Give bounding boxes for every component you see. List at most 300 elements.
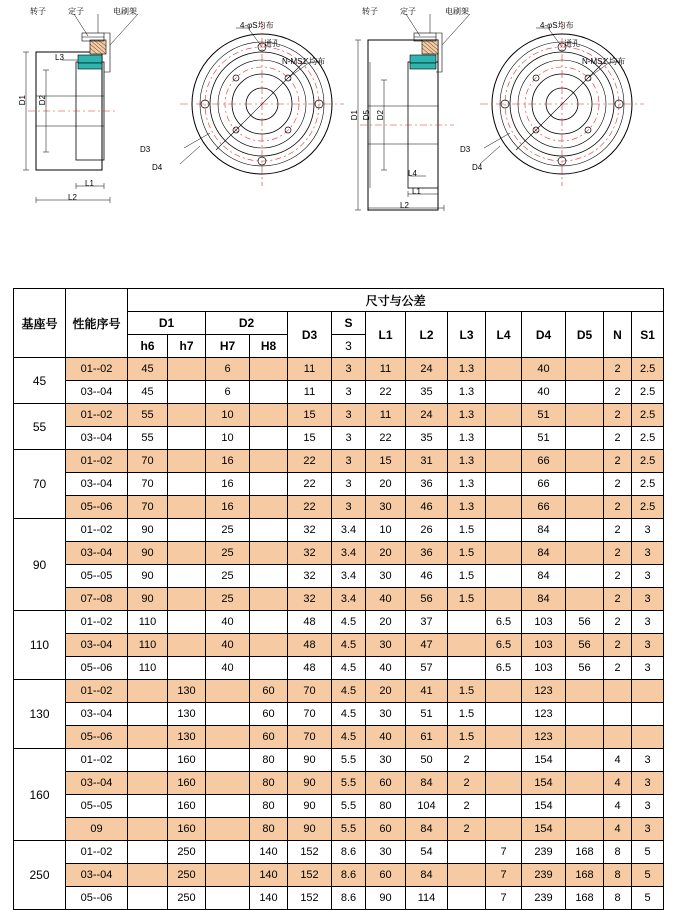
cell-d1_h7 <box>168 657 206 680</box>
cell-d1_h6 <box>128 772 168 795</box>
cell-n: 8 <box>604 864 632 887</box>
cell-d5 <box>566 496 604 519</box>
cell-d2_h7 <box>206 841 250 864</box>
cell-l3: 1.3 <box>448 427 486 450</box>
cell-l1: 30 <box>366 749 406 772</box>
cell-d2_h7 <box>206 887 250 910</box>
cell-n: 2 <box>604 450 632 473</box>
label-l4-right: L4 <box>408 169 417 178</box>
cell-s: 5.5 <box>332 772 366 795</box>
cell-d5: 168 <box>566 864 604 887</box>
cell-n: 4 <box>604 818 632 841</box>
cell-d2_h8 <box>250 565 288 588</box>
label-holes-left: 4-φS均布 <box>240 21 274 30</box>
cell-d3: 48 <box>288 657 332 680</box>
cell-n: 2 <box>604 542 632 565</box>
cell-l2: 84 <box>406 818 448 841</box>
cell-s: 3 <box>332 450 366 473</box>
cell-l1: 60 <box>366 772 406 795</box>
cell-perf: 03--04 <box>66 542 128 565</box>
cell-d2_h7: 10 <box>206 404 250 427</box>
cell-d1_h6 <box>128 887 168 910</box>
cell-l1: 30 <box>366 634 406 657</box>
cell-d4: 103 <box>522 611 566 634</box>
cell-d5 <box>566 565 604 588</box>
header-H8: H8 <box>250 335 288 358</box>
cell-s: 4.5 <box>332 726 366 749</box>
cell-s1: 3 <box>632 772 664 795</box>
cell-l2: 41 <box>406 680 448 703</box>
cell-d5: 56 <box>566 657 604 680</box>
cell-s1: 3 <box>632 588 664 611</box>
cell-s1 <box>632 703 664 726</box>
cell-d1_h6 <box>128 818 168 841</box>
header-d2: D2 <box>206 312 288 335</box>
cell-n: 8 <box>604 887 632 910</box>
cell-d1_h6 <box>128 795 168 818</box>
cell-l3 <box>448 841 486 864</box>
cell-l1: 11 <box>366 358 406 381</box>
label-through-right: 通孔 <box>564 39 580 48</box>
cell-d1_h6 <box>128 841 168 864</box>
cell-d2_h8 <box>250 404 288 427</box>
label-l1-right: L1 <box>412 187 421 196</box>
cell-l4 <box>486 772 522 795</box>
cell-d3: 90 <box>288 795 332 818</box>
cell-l4 <box>486 542 522 565</box>
cell-perf: 03--04 <box>66 427 128 450</box>
cell-s1: 3 <box>632 519 664 542</box>
cell-n: 4 <box>604 795 632 818</box>
cell-d2_h7 <box>206 772 250 795</box>
cell-base: 250 <box>14 841 66 910</box>
cell-perf: 03--04 <box>66 634 128 657</box>
cell-d2_h8 <box>250 588 288 611</box>
cell-n: 2 <box>604 588 632 611</box>
cell-perf: 01--02 <box>66 841 128 864</box>
cell-l2: 31 <box>406 450 448 473</box>
cell-l3: 2 <box>448 772 486 795</box>
cell-d5: 168 <box>566 841 604 864</box>
header-s: S <box>332 312 366 335</box>
cell-s: 4.5 <box>332 680 366 703</box>
cell-s: 8.6 <box>332 841 366 864</box>
specification-table <box>13 288 664 910</box>
cell-l4: 7 <box>486 864 522 887</box>
cell-d2_h7 <box>206 795 250 818</box>
cell-n: 2 <box>604 519 632 542</box>
cell-n: 2 <box>604 404 632 427</box>
cell-l3: 1.5 <box>448 519 486 542</box>
cell-base: 90 <box>14 519 66 611</box>
cell-l2: 24 <box>406 404 448 427</box>
cell-d2_h8 <box>250 473 288 496</box>
cell-l1: 90 <box>366 887 406 910</box>
cell-l1: 30 <box>366 703 406 726</box>
cell-l1: 20 <box>366 473 406 496</box>
cell-s: 3.4 <box>332 588 366 611</box>
table-row <box>14 519 664 542</box>
cell-n <box>604 703 632 726</box>
cell-s: 4.5 <box>332 634 366 657</box>
cell-l3 <box>448 611 486 634</box>
cell-l3: 1.3 <box>448 404 486 427</box>
cell-l2: 104 <box>406 795 448 818</box>
table-header-row-1 <box>14 289 664 312</box>
cell-d2_h7 <box>206 726 250 749</box>
cell-s1: 2.5 <box>632 450 664 473</box>
cell-d1_h7 <box>168 427 206 450</box>
table-row <box>14 542 664 565</box>
cell-l4 <box>486 749 522 772</box>
cell-l3: 2 <box>448 795 486 818</box>
cell-d1_h7: 160 <box>168 772 206 795</box>
header-l2: L2 <box>406 312 448 358</box>
cell-d1_h7: 130 <box>168 680 206 703</box>
cell-d5: 56 <box>566 634 604 657</box>
cell-n: 2 <box>604 473 632 496</box>
cell-d4: 239 <box>522 841 566 864</box>
cell-s: 4.5 <box>332 657 366 680</box>
cell-d1_h7 <box>168 381 206 404</box>
cell-d2_h8: 60 <box>250 726 288 749</box>
cell-s: 3.4 <box>332 565 366 588</box>
table-row <box>14 680 664 703</box>
cell-l1: 40 <box>366 726 406 749</box>
cell-perf: 01--02 <box>66 611 128 634</box>
cell-d5 <box>566 358 604 381</box>
cell-base: 130 <box>14 680 66 749</box>
header-n: N <box>604 312 632 358</box>
cell-d3: 90 <box>288 749 332 772</box>
cell-d1_h6: 70 <box>128 473 168 496</box>
cell-d2_h7 <box>206 749 250 772</box>
cell-d1_h6: 110 <box>128 634 168 657</box>
cell-d1_h7: 160 <box>168 749 206 772</box>
cell-l1: 10 <box>366 519 406 542</box>
cell-l1: 20 <box>366 542 406 565</box>
cell-l4 <box>486 358 522 381</box>
cell-d2_h8: 140 <box>250 841 288 864</box>
table-row <box>14 795 664 818</box>
table-row <box>14 450 664 473</box>
cell-d1_h6 <box>128 864 168 887</box>
cell-l1: 80 <box>366 795 406 818</box>
cell-d4: 154 <box>522 818 566 841</box>
label-d1-left: D1 <box>18 95 27 106</box>
cell-s: 5.5 <box>332 749 366 772</box>
cell-d3: 90 <box>288 818 332 841</box>
cell-perf: 05--06 <box>66 657 128 680</box>
cell-d1_h6: 45 <box>128 381 168 404</box>
cell-perf: 05--05 <box>66 795 128 818</box>
label-d4-left: D4 <box>152 163 163 172</box>
cell-l2: 46 <box>406 496 448 519</box>
cell-l3: 1.3 <box>448 450 486 473</box>
cell-d1_h6: 110 <box>128 611 168 634</box>
cell-l2: 61 <box>406 726 448 749</box>
label-nms1-right: N-MS1 均布 <box>582 57 626 66</box>
cell-s1: 2.5 <box>632 358 664 381</box>
table-row <box>14 473 664 496</box>
label-l3-left: L3 <box>55 53 64 62</box>
cell-l1: 30 <box>366 496 406 519</box>
cell-d1_h6: 70 <box>128 450 168 473</box>
cell-d5: 56 <box>566 611 604 634</box>
table-row <box>14 611 664 634</box>
cell-l2: 36 <box>406 542 448 565</box>
cell-d5 <box>566 818 604 841</box>
cell-d5: 168 <box>566 887 604 910</box>
cell-d2_h7: 6 <box>206 358 250 381</box>
cell-d4: 154 <box>522 772 566 795</box>
cell-l2: 51 <box>406 703 448 726</box>
header-l4: L4 <box>486 312 522 358</box>
cell-d5 <box>566 473 604 496</box>
cell-d4: 40 <box>522 381 566 404</box>
cell-n: 4 <box>604 749 632 772</box>
cell-s: 3.4 <box>332 519 366 542</box>
header-base: 基座号 <box>14 289 66 358</box>
header-H7: H7 <box>206 335 250 358</box>
cell-l1: 20 <box>366 611 406 634</box>
cell-l4 <box>486 565 522 588</box>
table-row <box>14 565 664 588</box>
cell-d2_h7: 16 <box>206 496 250 519</box>
cell-d3: 15 <box>288 404 332 427</box>
cell-d3: 22 <box>288 450 332 473</box>
cell-l2: 36 <box>406 473 448 496</box>
cell-d5 <box>566 450 604 473</box>
cell-l3: 1.3 <box>448 473 486 496</box>
cell-l2: 84 <box>406 772 448 795</box>
table-row <box>14 657 664 680</box>
cell-d2_h8 <box>250 542 288 565</box>
cell-s: 5.5 <box>332 795 366 818</box>
table-row <box>14 588 664 611</box>
cell-l4 <box>486 519 522 542</box>
cell-d2_h8: 80 <box>250 772 288 795</box>
specification-table-wrap <box>13 288 663 910</box>
cell-l1: 30 <box>366 841 406 864</box>
cell-l4: 6.5 <box>486 611 522 634</box>
cell-d1_h6: 55 <box>128 427 168 450</box>
cell-l3: 1.3 <box>448 496 486 519</box>
cell-d2_h7 <box>206 680 250 703</box>
cell-d3: 32 <box>288 588 332 611</box>
cell-n: 2 <box>604 427 632 450</box>
header-d4: D4 <box>522 312 566 358</box>
cell-s: 8.6 <box>332 887 366 910</box>
cell-d2_h7: 10 <box>206 427 250 450</box>
cell-d3: 70 <box>288 726 332 749</box>
cell-d1_h6: 90 <box>128 565 168 588</box>
cell-l2: 47 <box>406 634 448 657</box>
cell-l1: 60 <box>366 864 406 887</box>
cell-s: 3 <box>332 427 366 450</box>
cell-l4 <box>486 588 522 611</box>
table-row <box>14 404 664 427</box>
cell-n: 8 <box>604 841 632 864</box>
cell-l4 <box>486 427 522 450</box>
cell-l2: 37 <box>406 611 448 634</box>
cell-d1_h7 <box>168 565 206 588</box>
cell-d1_h6: 90 <box>128 542 168 565</box>
cell-n <box>604 726 632 749</box>
cell-d2_h8: 60 <box>250 703 288 726</box>
cell-d1_h7: 130 <box>168 703 206 726</box>
cell-perf: 01--02 <box>66 450 128 473</box>
cell-d4: 51 <box>522 404 566 427</box>
cell-n: 2 <box>604 634 632 657</box>
cell-l1: 22 <box>366 427 406 450</box>
header-perf <box>66 289 128 358</box>
cell-d2_h7: 16 <box>206 450 250 473</box>
cell-l2: 50 <box>406 749 448 772</box>
table-row <box>14 381 664 404</box>
cell-s1: 3 <box>632 657 664 680</box>
cell-s: 4.5 <box>332 703 366 726</box>
cell-s1: 3 <box>632 542 664 565</box>
cell-s: 4.5 <box>332 611 366 634</box>
cell-d2_h7 <box>206 703 250 726</box>
cell-d1_h7: 160 <box>168 795 206 818</box>
cell-s1: 3 <box>632 818 664 841</box>
cell-l4 <box>486 818 522 841</box>
cell-l1: 15 <box>366 450 406 473</box>
cell-perf: 03--04 <box>66 703 128 726</box>
cell-d2_h7 <box>206 818 250 841</box>
cell-l4 <box>486 795 522 818</box>
cell-d4: 84 <box>522 565 566 588</box>
label-l2-right: L2 <box>400 201 409 210</box>
cell-n: 2 <box>604 611 632 634</box>
cell-l3: 1.5 <box>448 703 486 726</box>
cell-base: 160 <box>14 749 66 841</box>
cell-l1: 60 <box>366 818 406 841</box>
cell-l1: 22 <box>366 381 406 404</box>
cell-d3: 22 <box>288 473 332 496</box>
label-d4-right: D4 <box>472 163 483 172</box>
header-dim-group: 尺寸与公差 <box>128 289 664 312</box>
cell-base: 70 <box>14 450 66 519</box>
cell-s1: 3 <box>632 565 664 588</box>
header-s1: S1 <box>632 312 664 358</box>
cell-d2_h8: 140 <box>250 864 288 887</box>
cell-d1_h7 <box>168 634 206 657</box>
table-row <box>14 887 664 910</box>
cell-l4 <box>486 381 522 404</box>
cell-l3: 2 <box>448 749 486 772</box>
cell-s: 5.5 <box>332 818 366 841</box>
cell-d4: 84 <box>522 588 566 611</box>
cell-d1_h7 <box>168 611 206 634</box>
table-head <box>14 289 664 358</box>
cell-l4: 6.5 <box>486 657 522 680</box>
cell-d1_h7: 250 <box>168 887 206 910</box>
cell-d2_h8: 80 <box>250 818 288 841</box>
cell-n: 2 <box>604 496 632 519</box>
cell-d2_h7: 25 <box>206 519 250 542</box>
cell-d2_h8 <box>250 611 288 634</box>
cell-d3: 70 <box>288 680 332 703</box>
label-d3-left: D3 <box>140 145 151 154</box>
cell-d1_h7: 250 <box>168 841 206 864</box>
cell-d1_h7 <box>168 542 206 565</box>
cell-l4: 6.5 <box>486 634 522 657</box>
cell-d4: 239 <box>522 887 566 910</box>
label-d1-right: D1 <box>350 110 359 121</box>
table-row <box>14 358 664 381</box>
cell-d1_h6: 55 <box>128 404 168 427</box>
cell-s1: 2.5 <box>632 404 664 427</box>
cell-l1: 40 <box>366 588 406 611</box>
cell-d5 <box>566 519 604 542</box>
cell-l2: 26 <box>406 519 448 542</box>
table-row <box>14 703 664 726</box>
cell-d4: 84 <box>522 542 566 565</box>
cell-d3: 32 <box>288 565 332 588</box>
cell-s1: 5 <box>632 887 664 910</box>
cell-d2_h8: 80 <box>250 795 288 818</box>
cell-l2: 35 <box>406 427 448 450</box>
table-row <box>14 864 664 887</box>
cell-s: 3 <box>332 404 366 427</box>
cell-l3: 1.5 <box>448 588 486 611</box>
cell-l3: 1.3 <box>448 381 486 404</box>
cell-perf: 05--06 <box>66 496 128 519</box>
cell-l2: 24 <box>406 358 448 381</box>
cell-perf: 07--08 <box>66 588 128 611</box>
cell-s: 3 <box>332 358 366 381</box>
cell-d2_h8 <box>250 519 288 542</box>
label-d5-right: D5 <box>362 110 371 121</box>
cell-l4 <box>486 450 522 473</box>
cell-d1_h6: 45 <box>128 358 168 381</box>
cell-d2_h8 <box>250 381 288 404</box>
cell-l3: 1.3 <box>448 358 486 381</box>
cell-l4 <box>486 473 522 496</box>
cell-perf: 01--02 <box>66 519 128 542</box>
cell-d2_h7: 16 <box>206 473 250 496</box>
cell-d3: 22 <box>288 496 332 519</box>
header-s-tolerance: 3 <box>332 335 366 358</box>
cell-d2_h8: 80 <box>250 749 288 772</box>
cell-d4: 66 <box>522 496 566 519</box>
cell-d2_h8 <box>250 657 288 680</box>
cell-d1_h7: 130 <box>168 726 206 749</box>
cell-l1: 30 <box>366 565 406 588</box>
label-l1-left: L1 <box>85 179 94 188</box>
cell-l3: 1.5 <box>448 542 486 565</box>
cell-d5 <box>566 404 604 427</box>
label-d2-left: D2 <box>38 95 47 106</box>
cell-s1 <box>632 680 664 703</box>
cell-s1: 2.5 <box>632 473 664 496</box>
cell-s1: 2.5 <box>632 381 664 404</box>
cell-base: 110 <box>14 611 66 680</box>
cell-s1: 3 <box>632 611 664 634</box>
cell-perf: 09 <box>66 818 128 841</box>
cell-l3: 1.5 <box>448 680 486 703</box>
cell-d4: 123 <box>522 703 566 726</box>
label-d3-right: D3 <box>460 145 471 154</box>
cell-d4: 239 <box>522 864 566 887</box>
cell-s1 <box>632 726 664 749</box>
cell-d2_h8 <box>250 450 288 473</box>
header-d5: D5 <box>566 312 604 358</box>
cell-d1_h7 <box>168 358 206 381</box>
